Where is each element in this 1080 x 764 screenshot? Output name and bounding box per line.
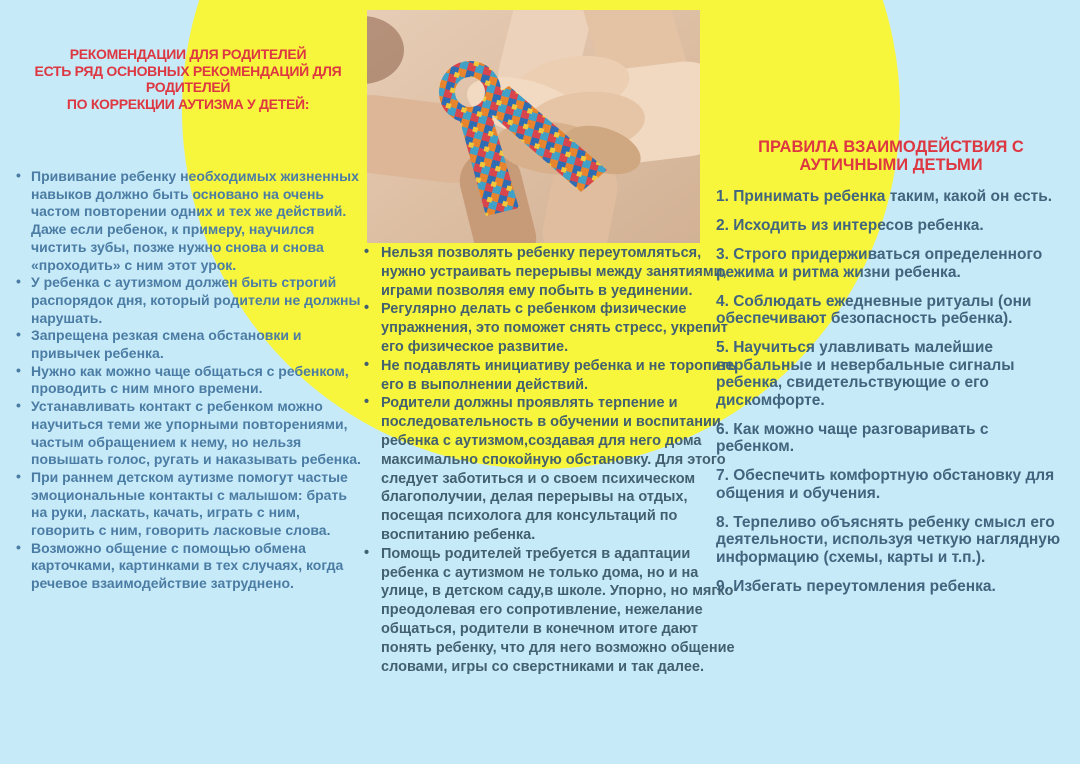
bullet-icon: • [16,273,21,290]
list-item-text: Возможно общение с помощью обмена карточками, картинками в тех случаях, когда речевое взаимодействие затруднено. [31,539,344,592]
list-item-text: Регулярно делать с ребенком физические упражнения, это поможет снять стресс, укрепит его физическое развитие. [381,301,728,355]
numbered-rule-item: 8. Терпеливо объяснять ребенку смысл его деятельности, используя четкую наглядную информацию (схемы, карты и т.п.). [716,513,1061,566]
list-item [358,300,744,356]
bullet-icon: • [16,397,21,414]
list-item [358,545,744,677]
right-heading: ПРАВИЛА ВЗАИМОДЕЙСТВИЯ С АУТИЧНЫМИ ДЕТЬМИ [758,138,1024,174]
list-item [14,168,362,274]
left-heading [14,46,362,112]
list-item [14,540,362,593]
interaction-rules-list [716,188,1066,595]
list-item-text: Нужно как можно чаще общаться с ребенком, проводить с ним много времени. [31,362,349,397]
numbered-rule-item: 7. Обеспечить комфортную обстановку для общения и обучения. [716,467,1055,502]
numbered-rule-item: 4. Соблюдать ежедневные ритуалы (они обеспечивают безопасность ребенка). [716,292,1032,327]
list-item-text: Не подавлять инициативу ребенка и не торопить его в выполнении действий. [381,357,737,393]
left-column [14,46,362,593]
bullet-icon: • [364,544,370,561]
list-item-text: Прививание ребенку необходимых жизненных навыков должно быть основано на очень частом повторении одних и тех же действий. Даже если ребенок, к примеру, научился чистить зубы, позже нужно снова и снова «проходить» с ним этот урок. [31,168,359,273]
left-heading-line: РОДИТЕЛЕЙ [145,79,231,95]
list-item [14,274,362,327]
bullet-icon: • [364,244,370,260]
bullet-icon: • [16,467,21,484]
bullet-icon: • [364,394,370,411]
numbered-rule-item: 6. Как можно чаще разговаривать с ребенком. [716,420,989,455]
middle-column [358,244,744,676]
bullet-icon: • [16,538,21,555]
list-item [358,394,744,544]
bullet-icon: • [16,326,21,343]
left-heading-line: РЕКОМЕНДАЦИИ ДЛЯ РОДИТЕЛЕЙ [69,46,307,62]
list-item-text: При раннем детском аутизме помогут частые эмоциональные контакты с малышом: брать на руки, ласкать, качать, играть с ним, говорить с ним, говорить ласковые слова. [31,468,348,539]
left-recommendations-list [14,168,362,593]
list-item [14,469,362,540]
list-item-text: Устанавливать контакт с ребенком можно научиться теми же упорными повторениями, частым обращением к нему, но нельзя повышать голос, ругать и наказывать ребенка. [31,398,361,468]
numbered-rule-item: 9. Избегать переутомления ребенка. [716,577,996,595]
hands-puzzle-ribbon-illustration [367,10,700,243]
hands-puzzle-ribbon-photo [367,10,700,243]
list-item-text: Запрещена резкая смена обстановки и привычек ребенка. [31,327,302,362]
left-heading-line: ЕСТЬ РЯД ОСНОВНЫХ РЕКОМЕНДАЦИЙ ДЛЯ [34,62,342,79]
numbered-rule-item: 2. Исходить из интересов ребенка. [716,217,984,234]
list-item-text: Родители должны проявлять терпение и последовательность в обучении и воспитании ребенка с аутизмом,создавая для него дома максимально спокойную обстановку. Для этого следует заботиться и о своем психическом благополучии, делая перерывы на отдых, посещая психолога для консультаций по воспитанию ребенка. [381,395,726,543]
list-item [358,244,744,300]
bullet-icon: • [364,356,370,373]
list-item [358,357,744,395]
numbered-rule-item: 5. Научиться улавливать малейшие вербальные и невербальные сигналы ребенка, свидетельствующие о его дискомфорте. [716,339,1015,409]
bullet-icon: • [16,361,21,378]
list-item-text: У ребенка с аутизмом должен быть строгий распорядок дня, который родители не должны нарушать. [31,274,361,326]
list-item [14,398,362,469]
list-item-text: Нельзя позволять ребенку переутомляться, нужно устраивать перерывы между занятиями, играми позволяя ему побыть в уединении. [381,245,727,299]
list-item [14,363,362,398]
bullet-icon: • [16,167,21,183]
middle-recommendations-list [358,244,744,676]
left-heading-line: ПО КОРРЕКЦИИ АУТИЗМА У ДЕТЕЙ: [66,95,310,112]
right-column [716,138,1066,607]
bullet-icon: • [364,300,370,317]
numbered-rule-item: 3. Строго придерживаться определенного режима и ритма жизни ребенка. [716,246,1043,281]
list-item [14,327,362,362]
numbered-rule-item: 1. Принимать ребенка таким, какой он есть. [716,188,1053,205]
list-item-text: Помощь родителей требуется в адаптации ребенка с аутизмом не только дома, но и на улице, в детском саду,в школе. Упорно, но мягко преодолевая его сопротивление, нежелание общаться, родители в конечном итоге дают понять ребенку, что для него возможно общение словами, игры со сверстниками и так далее. [381,545,735,675]
